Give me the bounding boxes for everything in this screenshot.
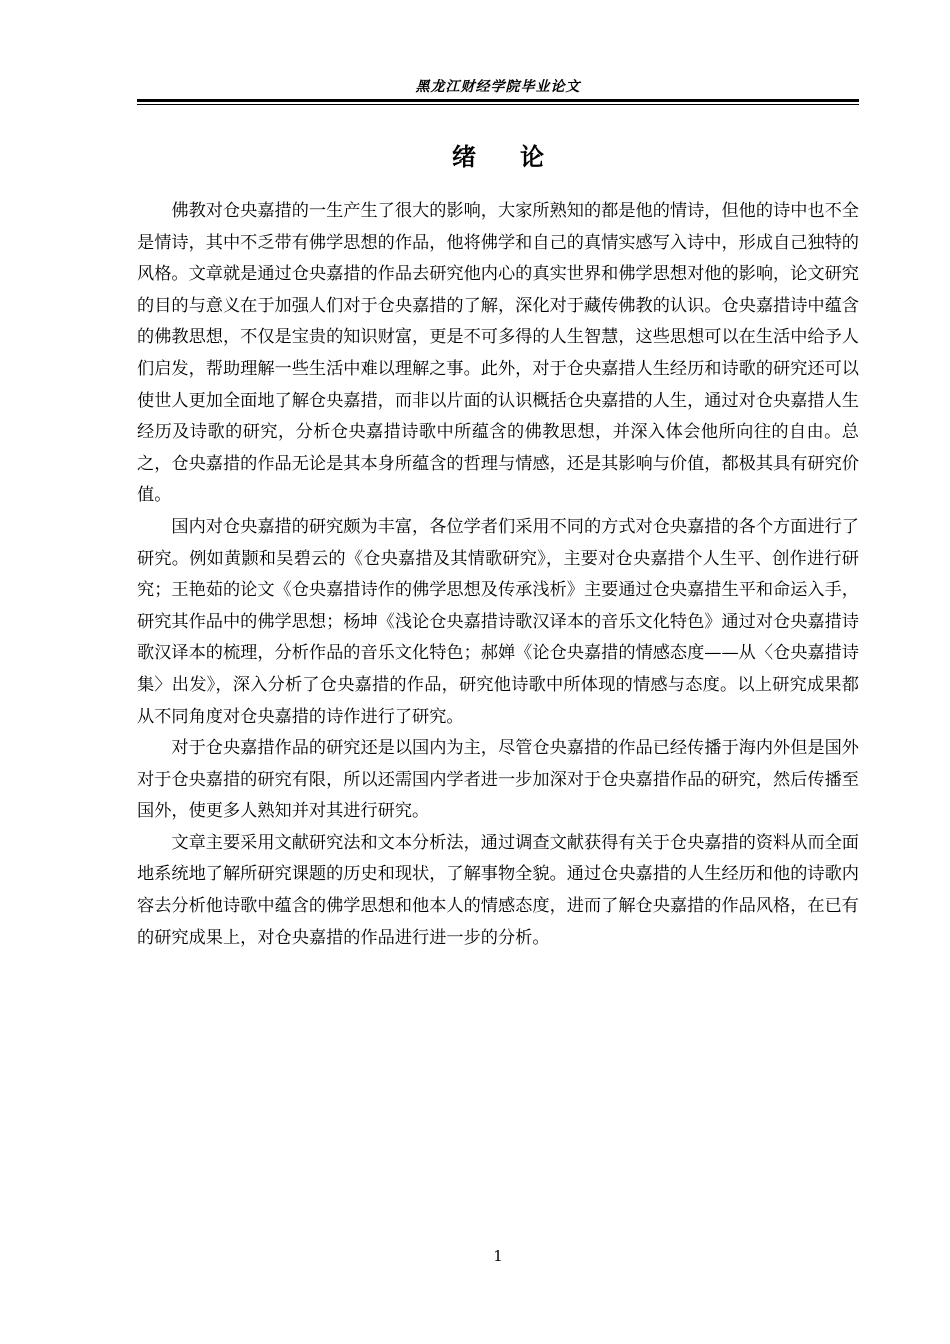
paragraph-3: 对于仓央嘉措作品的研究还是以国内为主，尽管仓央嘉措的作品已经传播于海内外但是国外对于仓央嘉措的研究有限，所以还需国内学者进一步加深对于仓央嘉措作品的研究，然后传播至国外，使更多人熟知并对其进行研究。	[137, 738, 859, 822]
running-header: 黑龙江财经学院毕业论文	[415, 79, 581, 95]
page-number: 1	[493, 1247, 503, 1265]
section-title: 绪论	[452, 143, 588, 171]
header-rule-thick	[137, 99, 859, 102]
paragraph-4: 文章主要采用文献研究法和文本分析法，通过调查文献获得有关于仓央嘉措的资料从而全面地系统地了解所研究课题的历史和现状，了解事物全貌。通过仓央嘉措的人生经历和他的诗歌内容去分析他诗歌中蕴含的佛学思想和他本人的情感态度，进而了解仓央嘉措的作品风格，在已有的研究成果上，对仓央嘉措的作品进行进一步的分析。	[137, 832, 859, 948]
paragraph-1: 佛教对仓央嘉措的一生产生了很大的影响，大家所熟知的都是他的情诗，但他的诗中也不全是情诗，其中不乏带有佛学思想的作品，他将佛学和自己的真情实感写入诗中，形成自己独特的风格。文章就是通过仓央嘉措的作品去研究他内心的真实世界和佛学思想对他的影响，论文研究的目的与意义在于加强人们对于仓央嘉措的了解，深化对于藏传佛教的认识。仓央嘉措诗中蕴含的佛教思想，不仅是宝贵的知识财富，更是不可多得的人生智慧，这些思想可以在生活中给予人们启发，帮助理解一些生活中难以理解之事。此外，对于仓央嘉措人生经历和诗歌的研究还可以使世人更加全面地了解仓央嘉措，而非以片面的认识概括仓央嘉措的人生，通过对仓央嘉措人生经历及诗歌的研究，分析仓央嘉措诗歌中所蕴含的佛教思想，并深入体会他所向往的自由。总之，仓央嘉措的作品无论是其本身所蕴含的哲理与情感，还是其影响与价值，都极其具有研究价值。	[137, 201, 859, 506]
paragraph-2: 国内对仓央嘉措的研究颇为丰富，各位学者们采用不同的方式对仓央嘉措的各个方面进行了研究。例如黄颢和吴碧云的《仓央嘉措及其情歌研究》，主要对仓央嘉措个人生平、创作进行研究；王艳茹的论文《仓央嘉措诗作的佛学思想及传承浅析》主要通过仓央嘉措生平和命运入手，研究其作品中的佛学思想；杨坤《浅论仓央嘉措诗歌汉译本的音乐文化特色》通过对仓央嘉措诗歌汉译本的梳理，分析作品的音乐文化特色；郝婵《论仓央嘉措的情感态度——从〈仓央嘉措诗集〉出发》，深入分析了仓央嘉措的作品，研究他诗歌中所体现的情感与态度。以上研究成果都从不同角度对仓央嘉措的诗作进行了研究。	[137, 516, 859, 727]
header-rule-thin	[137, 104, 859, 105]
body-text	[137, 196, 859, 954]
